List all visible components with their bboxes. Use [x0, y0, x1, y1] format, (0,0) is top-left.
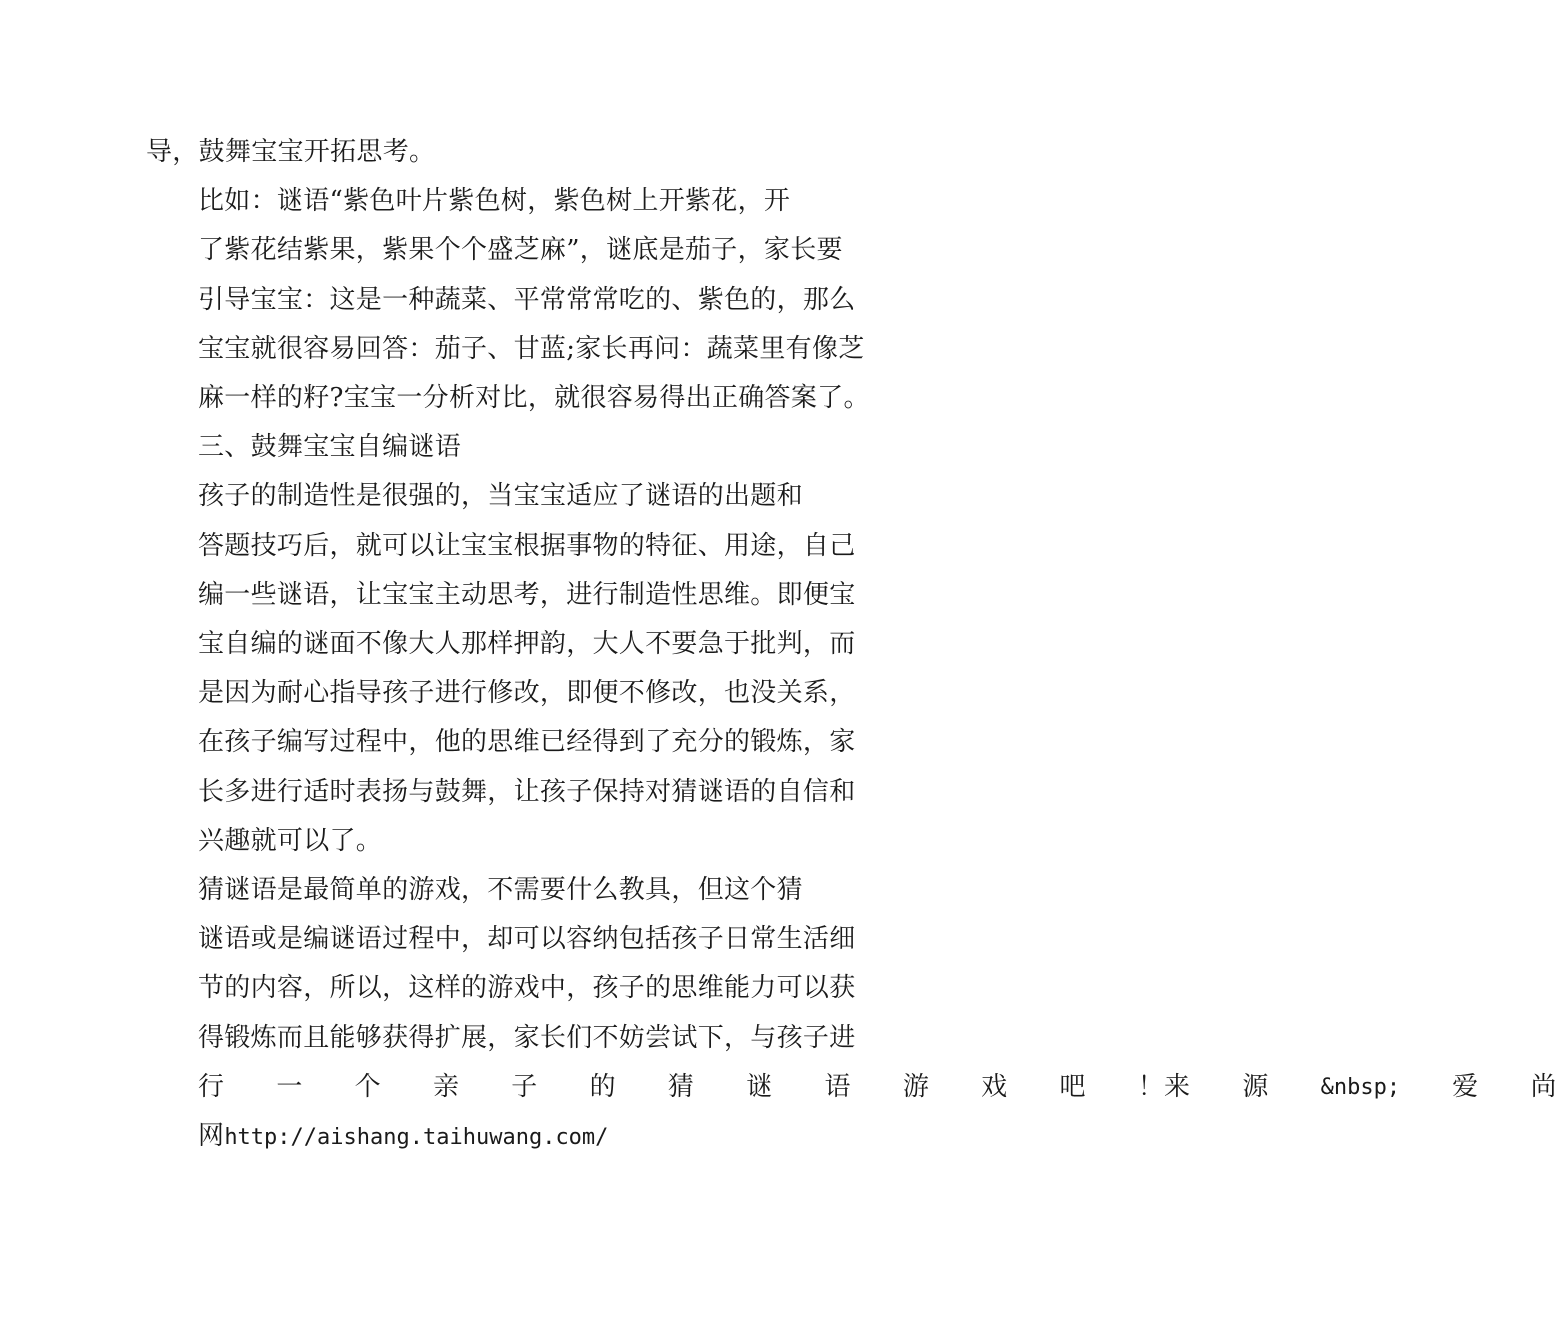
paragraph-4 — [146, 866, 1557, 1162]
text-line: 答题技巧后，就可以让宝宝根据事物的特征、用途，自己 — [198, 530, 856, 561]
section-heading — [146, 423, 806, 472]
text-line: 猜谜语是最简单的游戏，不需要什么教具，但这个猜 — [198, 875, 803, 906]
spread-char: 爱 — [1452, 1071, 1479, 1102]
text-fragment: 网 — [198, 1121, 225, 1152]
spread-char: 语 — [824, 1071, 851, 1102]
spread-char: 尚 — [1530, 1071, 1557, 1102]
spread-char: 亲 — [432, 1071, 460, 1102]
text-line: 引导宝宝：这是一种蔬菜、平常常常吃的、紫色的，那么 — [198, 284, 856, 315]
spread-char: 猜 — [667, 1071, 695, 1102]
text-line: 是因为耐心指导孩子进行修改，即便不修改，也没关系， — [198, 678, 856, 709]
spread-char: 戏 — [981, 1071, 1008, 1102]
text-line: 得锻炼而且能够获得扩展，家长们不妨尝试下，与孩子进 — [198, 1022, 856, 1053]
text-line: 宝宝就很容易回答：茄子、甘蓝;家长再问：蔬菜里有像芝 — [198, 333, 865, 364]
document-body — [146, 128, 1557, 1162]
source-url-link[interactable]: http://aishang.taihuwang.com/ — [224, 1125, 609, 1151]
text-line: 兴趣就可以了。 — [198, 825, 383, 856]
paragraph-2 — [146, 177, 870, 423]
spread-char: 源 — [1242, 1071, 1269, 1102]
text-line — [146, 1112, 806, 1162]
text-line: 长多进行适时表扬与鼓舞，让孩子保持对猜谜语的自信和 — [198, 776, 856, 807]
spread-char: 游 — [902, 1071, 930, 1102]
spread-char: 吧 — [1059, 1071, 1086, 1102]
paragraph-1 — [146, 128, 806, 177]
spread-char: ！来 — [1137, 1071, 1191, 1102]
spread-char: 谜 — [746, 1071, 773, 1102]
spread-char: 子 — [511, 1071, 538, 1102]
spread-char: 一 — [276, 1071, 303, 1102]
text-line: 节的内容，所以，这样的游戏中，孩子的思维能力可以获 — [198, 973, 856, 1004]
text-line: 编一些谜语，让宝宝主动思考，进行制造性思维。即便宝 — [198, 579, 856, 610]
spread-char: 个 — [354, 1071, 381, 1102]
text-line: 麻一样的籽?宝宝一分析对比，就很容易得出正确答案了。 — [198, 383, 870, 414]
text-line: 了紫花结紫果，紫果个个盛芝麻”，谜底是茄子，家长要 — [198, 235, 843, 266]
spread-char: &nbsp; — [1320, 1074, 1401, 1100]
text-line: 孩子的制造性是很强的，当宝宝适应了谜语的出题和 — [198, 481, 803, 512]
text-line: 谜语或是编谜语过程中，却可以容纳包括孩子日常生活细 — [198, 924, 856, 955]
spread-char: 行 — [198, 1071, 225, 1102]
section-heading-text: 三、鼓舞宝宝自编谜语 — [198, 432, 462, 463]
spread-char: 的 — [589, 1071, 616, 1102]
text-line: 在孩子编写过程中，他的思维已经得到了充分的锻炼，家 — [198, 727, 856, 758]
text-line: 比如：谜语“紫色叶片紫色树，紫色树上开紫花，开 — [198, 186, 791, 217]
spread-text-line — [146, 1063, 1557, 1112]
paragraph-3 — [146, 472, 856, 866]
text-line: 导，鼓舞宝宝开拓思考。 — [146, 137, 436, 167]
text-line: 宝自编的谜面不像大人那样押韵，大人不要急于批判，而 — [198, 629, 856, 660]
